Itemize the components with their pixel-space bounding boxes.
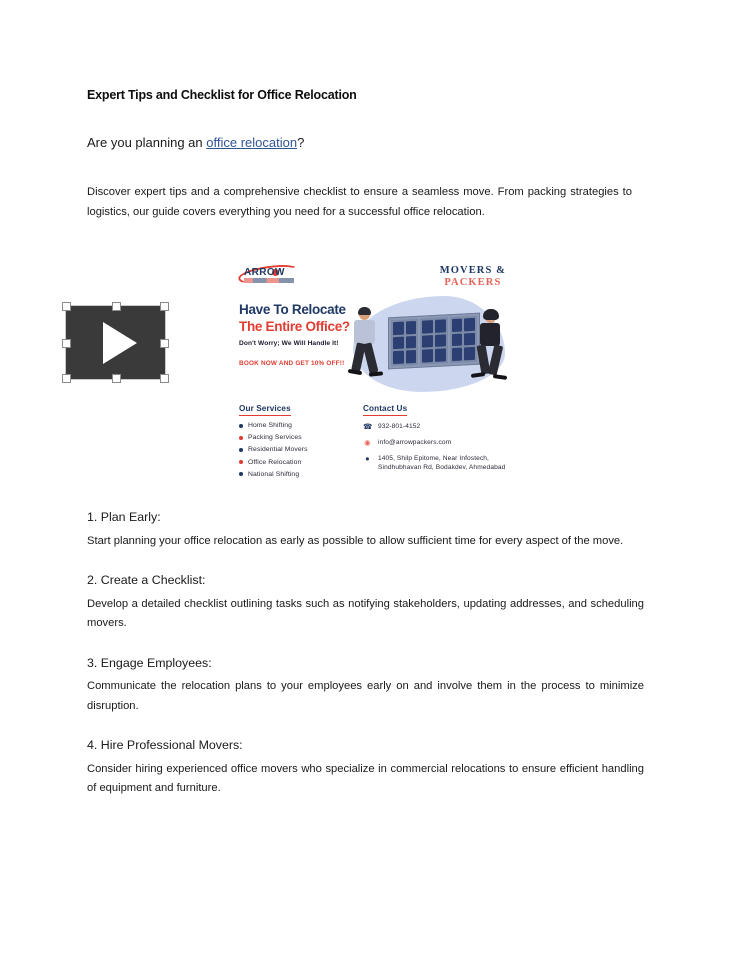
media-row (0, 248, 741, 488)
tips-sections (87, 510, 647, 820)
flyer-headline-1: Have To Relocate (239, 302, 346, 317)
email-icon: ◉ (364, 437, 371, 447)
tip-section (87, 573, 647, 633)
resize-handle-middle-right[interactable] (160, 339, 169, 348)
tip-body: Communicate the relocation plans to your employees early on and involve them in the process to minimize disruption. (87, 680, 644, 712)
bullet-icon (239, 448, 243, 452)
play-icon (103, 322, 137, 364)
cabinet-illustration (388, 313, 480, 370)
tip-body: Develop a detailed checklist outlining tasks such as notifying stakeholders, updating addresses, and scheduling movers. (87, 598, 644, 630)
tip-body: Start planning your office relocation as early as possible to allow sufficient time for every aspect of the move. (87, 534, 624, 547)
service-label: National Shifting (248, 470, 300, 478)
resize-handle-middle-left[interactable] (62, 339, 71, 348)
contact-column (363, 398, 511, 479)
service-item (239, 471, 359, 478)
flyer-brand (440, 265, 506, 289)
office-relocation-link[interactable]: office relocation (206, 135, 298, 150)
service-label: Office Relocation (248, 458, 302, 466)
resize-handle-top-left[interactable] (62, 302, 71, 311)
cabinet-column (420, 317, 447, 364)
services-heading: Our Services (239, 404, 291, 416)
arrow-logo (238, 265, 300, 287)
mover-person-right-illustration (469, 312, 513, 386)
intro-paragraph: Discover expert tips and a comprehensive checklist to ensure a seamless move. From packing strategies to logistics, our guide covers everything you need for a successful office relocation. (87, 186, 632, 218)
services-column (239, 398, 359, 483)
lead-paragraph (87, 135, 647, 151)
tip-section (87, 510, 647, 551)
service-label: Home Shifting (248, 422, 292, 429)
lead-text-suffix: ? (297, 135, 305, 150)
tip-section (87, 656, 647, 716)
service-item (239, 446, 359, 453)
bullet-icon (239, 472, 243, 476)
logo-text: ARROW (244, 267, 285, 278)
contact-email-value: info@arrowpackers.com (378, 438, 452, 446)
contact-email-row (363, 438, 511, 448)
tip-heading: 3. Engage Employees: (87, 655, 212, 670)
page-title: Expert Tips and Checklist for Office Relocation (87, 88, 357, 102)
flyer-promo-text: BOOK NOW AND GET 10% OFF!! (239, 360, 345, 367)
bullet-icon (239, 424, 243, 428)
contact-address-row (363, 454, 511, 473)
logo-underbar (244, 278, 294, 283)
contact-phone-value: 932-801-4152 (378, 423, 421, 430)
resize-handle-top-center[interactable] (112, 302, 121, 311)
brand-line-2: PACKERS (444, 277, 502, 289)
flyer-headline-2: The Entire Office? (239, 319, 350, 334)
bullet-icon (239, 460, 243, 464)
flyer-subline: Don't Worry; We Will Handle It! (239, 340, 339, 347)
video-thumbnail-placeholder[interactable] (66, 306, 165, 379)
document-header-block (87, 88, 647, 222)
lead-text-prefix: Are you planning an (87, 135, 207, 150)
tip-body: Consider hiring experienced office movers who specialize in commercial relocations to ensure efficient handling of equipment and furniture. (87, 762, 644, 795)
tip-section (87, 738, 647, 798)
contact-address-value: 1405, Shilp Epitome, Near Infostech, Sindhubhavan Rd, Bodakdev, Ahmedabad (378, 454, 506, 472)
resize-handle-bottom-center[interactable] (112, 374, 121, 383)
tip-heading: 1. Plan Early: (87, 510, 161, 524)
contact-heading: Contact Us (363, 404, 407, 416)
service-item (239, 422, 359, 429)
resize-handle-top-right[interactable] (160, 302, 169, 311)
phone-icon: ☎ (363, 422, 373, 431)
bullet-icon (239, 436, 243, 440)
tip-heading: 4. Hire Professional Movers: (87, 737, 243, 752)
service-label: Residential Movers (248, 446, 308, 454)
promotional-flyer-image (233, 262, 513, 484)
service-item (239, 434, 359, 441)
tip-heading: 2. Create a Checklist: (87, 573, 206, 588)
resize-handle-bottom-left[interactable] (62, 374, 71, 383)
contact-phone-row (363, 422, 511, 432)
brand-line-1: MOVERS & (439, 265, 506, 276)
location-pin-icon: ● (365, 453, 370, 463)
cabinet-column (391, 319, 418, 366)
mover-person-left-illustration (345, 309, 393, 384)
resize-handle-bottom-right[interactable] (160, 374, 169, 383)
service-item (239, 459, 359, 466)
service-label: Packing Services (248, 434, 302, 442)
